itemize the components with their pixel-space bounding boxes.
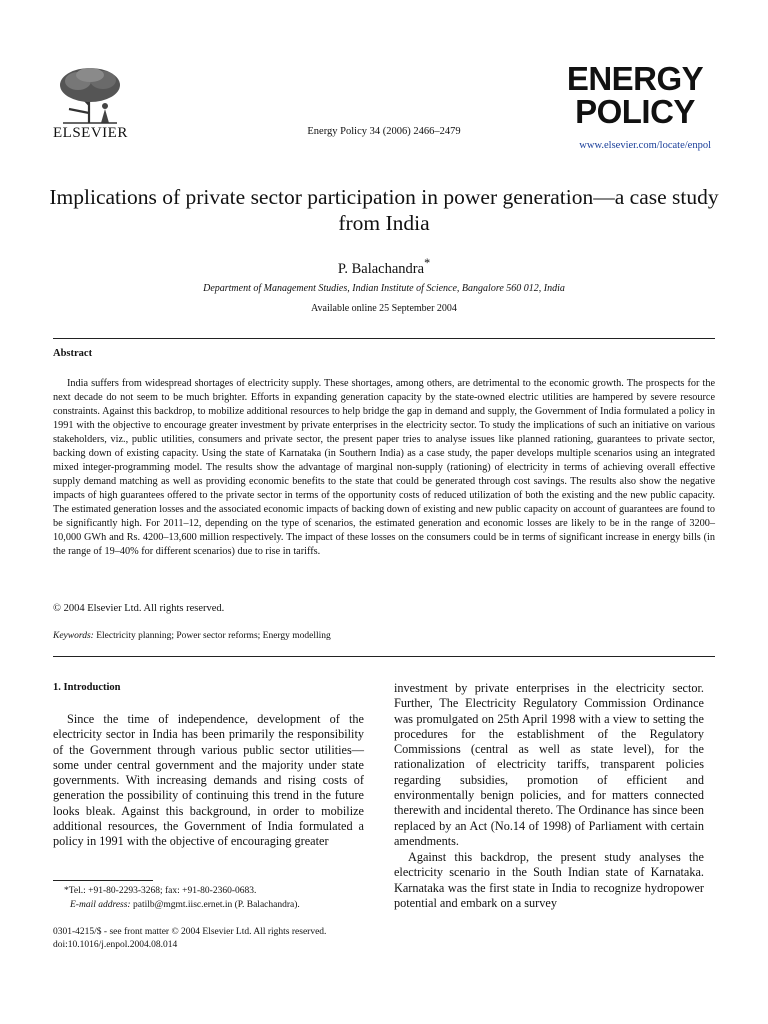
publisher-name: ELSEVIER [53,125,128,141]
email-address[interactable]: patilb@mgmt.iisc.ernet.in (P. Balachandra). [132,900,300,910]
doi-link[interactable]: doi:10.1016/j.enpol.2004.08.014 [53,940,178,950]
author-footnote-mark[interactable]: * [424,256,431,270]
author-name: P. Balachandra [337,260,425,277]
section-heading-introduction: 1. Introduction [53,682,121,693]
footnote-email [70,900,300,910]
keywords-list: Electricity planning; Power sector reforms; Energy modelling [96,631,331,641]
email-label: E-mail address: [70,900,131,910]
footnote-telephone: *Tel.: +91-80-2293-3268; fax: +91-80-2360-0683. [64,886,257,896]
author-line [0,256,768,278]
author-affiliation: Department of Management Studies, Indian Institute of Science, Bangalore 560 012, India [203,283,565,294]
journal-citation: Energy Policy 34 (2006) 2466–2479 [307,126,461,137]
abstract-bottom-divider [53,656,715,657]
body-paragraph-left: Since the time of independence, development of the electricity sector in India has been primarily the responsibility of the Government through various public sector utilities—some under central government and the majority under state governments. With increasing demands and rising costs of generation the possibility of continuing this trend in the future looks bleak. Against this background, in order to mobilize additional resources, the Government of India formulated a policy in 1991 with the objective of encouraging greater [53,712,364,849]
elsevier-tree-logo [53,65,127,125]
keywords-line [53,631,331,641]
journal-logo-line2: POLICY [575,93,695,130]
abstract-top-divider [53,338,715,339]
keywords-label: Keywords: [53,631,94,641]
abstract-heading: Abstract [53,348,93,359]
front-matter-notice: 0301-4215/$ - see front matter © 2004 Elsevier Ltd. All rights reserved. [53,927,327,937]
available-online-date: Available online 25 September 2004 [311,303,457,314]
body-paragraph-right-2: Against this backdrop, the present study analyses the electricity scenario in the South Indian state of Karnataka. Karnataka was the first state in India to recognize hydropower potential and embark on a survey [394,850,704,910]
footnote-divider [53,880,153,881]
abstract-text: India suffers from widespread shortages of electricity supply. These shortages, among others, are detrimental to the economic growth. The prospects for the next decade do not seem to be much brighter. Efforts in expanding generation capacity by the state-owned electric utilities are hampered by severe resource constraints. Against this backdrop, to mobilize additional resources to help bridge the gap in demand and supply, the Government of India formulated a policy in 1991 with the objective to encourage greater investment by private enterprises in the electricity sector. To study the implications of such an initiative on various stakeholders, viz., public utilities, consumers and private sector, the present paper tries to analyse issues like planned rationing, guarantees to private sector, backing down of existing capacity. Using the state of Karnataka (in Southern India) as a case study, the paper develops multiple scenarios using an integrated mixed integer-programming model. The results show the advantage of marginal non-supply (rationing) of electricity in terms of achieving overall effective supply demand matching as well as providing economic benefits to the state that could be generated through cost savings. The results also show the negative impacts of high guarantees offered to the private sector in terms of the opportunity costs of reduced utilization of both the existing and the new public capacity. The estimated generation losses and the associated economic impacts of backing down of existing and new public capacity on account of guarantees are found to be significantly high. For 2011–12, depending on the type of scenarios, the estimated generation and economic losses are likely to be in the range of 3200–10,000 GWh and Rs. 4200–13,600 million respectively. The impact of these losses on the consumers could be in terms of significant increase in energy bills (in the range of 19–40% for different scenarios) due to rise in tariffs. [53,378,715,557]
body-paragraph-right-1: investment by private enterprises in the electricity sector. Further, The Electricity Regulatory Commission Ordinance was promulgated on 25th April 1998 with a view to setting the procedures for the establishment of the Regulatory Commissions (central as well as state level), for the rationalization of electricity tariffs, transparent policies regarding subsidies, promotion of efficient and environmentally benign policies, and for matters connected therewith and incidental thereto. The Ordinance has since been replaced by an Act (No.14 of 1998) of Parliament with certain amendments. [394,681,704,848]
journal-logo [562,62,708,128]
article-title: Implications of private sector participation in power generation—a case study from India [49,185,719,235]
journal-logo-line1: ENERGY [566,60,704,97]
journal-url-link[interactable]: www.elsevier.com/locate/enpol [579,140,711,151]
abstract-copyright: © 2004 Elsevier Ltd. All rights reserved. [53,603,225,614]
